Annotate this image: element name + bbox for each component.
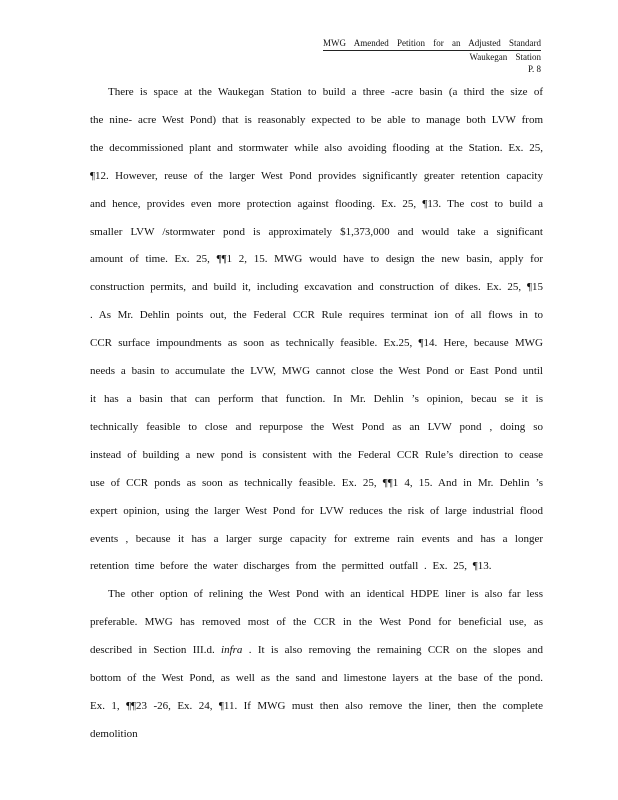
paragraph-2-italic-infra: infra bbox=[221, 644, 243, 657]
header-title: MWG Amended Petition for an Adjusted Standard bbox=[323, 38, 541, 51]
paragraph-1: There is space at the Waukegan Station to build a three -acre basin (a third the size of the nine- acre West Pond) that is reasonably expected to be able to manage both LVW from the decommissioned plant and stormwater while also avoiding flooding at the Station. Ex. 25, ¶12. However, reuse of the larger West Pond provides significantly greater retention capacity and hence, provides even more protection against flooding. Ex. 25, ¶13. The cost to build a smaller LVW /stormwater pond is approximately $1,373,000 and would take a significant amount of time. Ex. 25, ¶¶1 2, 15. MWG would have to design the new basin, apply for construction permits, and build it, including excavation and construction of dikes. Ex. 25, ¶15 . As Mr. Dehlin points out, the Federal CCR Rule requires terminat ion of all flows in to CCR surface impoundments as soon as technically feasible. Ex.25, ¶14. Here, because MWG needs a basin to accumulate the LVW, MWG cannot close the West Pond or East Pond until it has a basin that can perform that function. In Mr. Dehlin ’s opinion, becau se it is technically feasible to close and repurpose the West Pond as an LVW pond , doing so instead of building a new pond is consistent with the Federal CCR Rule’s direction to cease use of CCR ponds as soon as technically feasible. Ex. 25, ¶¶1 4, 15. And in Mr. Dehlin ’s expert opinion, using the larger West Pond for LVW reduces the risk of large industrial flood events , because it has a larger surge capacity for extreme rain events and has a longer retention time before the water discharges from the permitted outfall . Ex. 25, ¶13. bbox=[90, 86, 543, 573]
document-body bbox=[90, 79, 543, 749]
header-station: Waukegan Station bbox=[469, 52, 541, 62]
page-number: P. 8 bbox=[527, 64, 541, 74]
paragraph-2-text-after: . It is also removing the remaining CCR on the slopes and bottom of the West Pond, as well as the sand and limestone layers at the base of the pond. Ex. 1, ¶¶23 -26, Ex. 24, ¶11. If MWG must then also remove the liner, then the complete demolition bbox=[90, 644, 543, 740]
paragraph-2-text-before: The other option of relining the West Pond with an identical HDPE liner is also far less preferable. MWG has removed most of the CCR in the West Pond for beneficial use, as described in Section III.d. bbox=[90, 588, 543, 657]
page-header bbox=[323, 38, 541, 75]
paragraph-2 bbox=[90, 581, 543, 748]
